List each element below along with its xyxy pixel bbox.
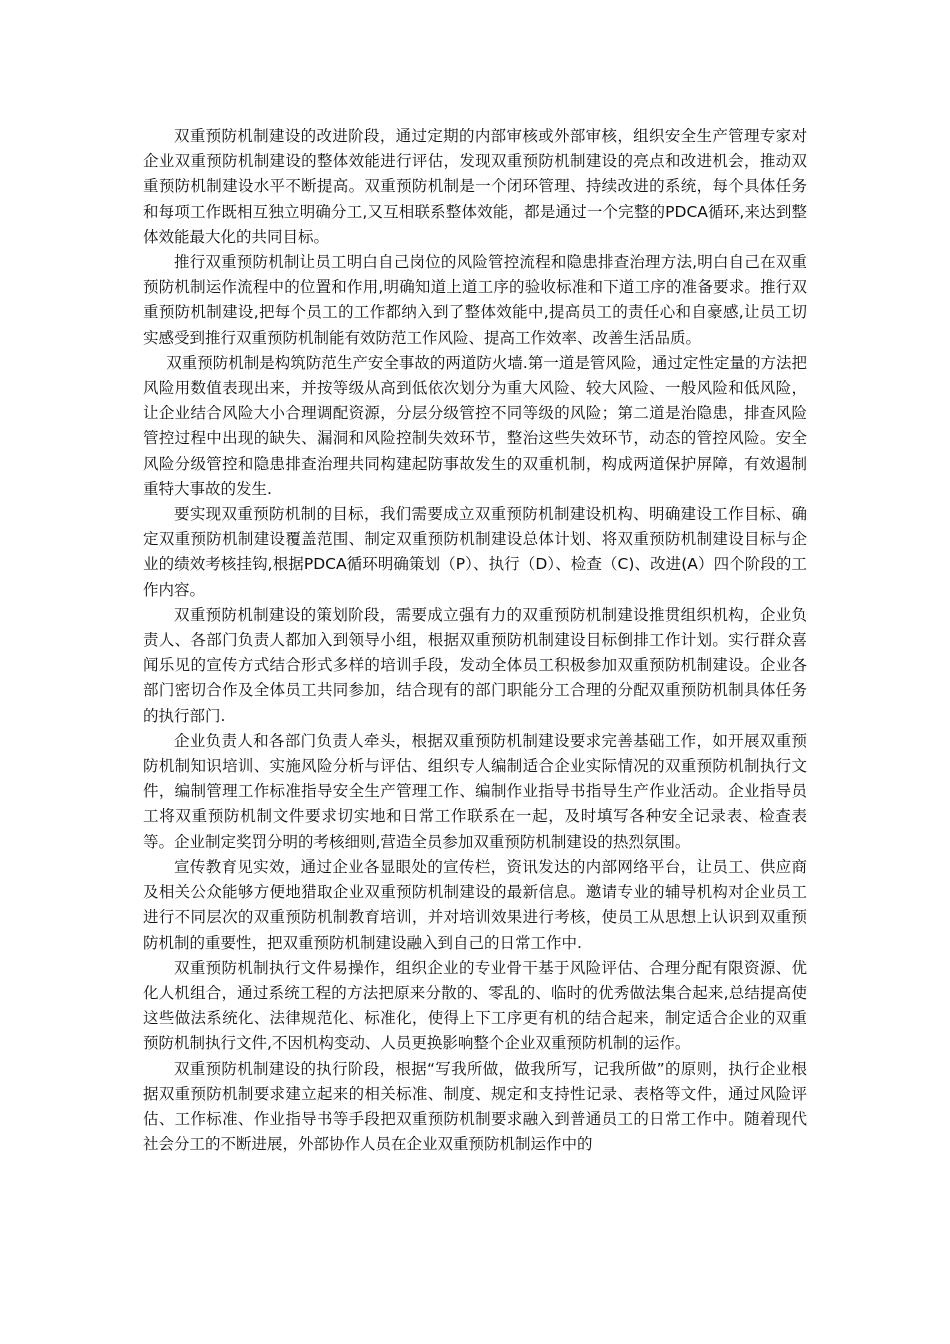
paragraph-9: 双重预防机制建设的执行阶段，根据“写我所做，做我所写，记我所做”的原则，执行企业根据双重预防机制要求建立起来的相关标准、制度、规定和支持性记录、表格等文件，通过风险评估、工作标准、作业指导书等手段把双重预防机制要求融入到普通员工的日常工作中。随着现代社会分工的不断进展，外部协作人员在企业双重预防机制运作中的 (143, 1059, 807, 1154)
document-body (143, 124, 807, 1157)
paragraph-5: 双重预防机制建设的策划阶段，需要成立强有力的双重预防机制建设推贯组织机构，企业负责人、各部门负责人都加入到领导小组，根据双重预防机制建设目标倒排工作计划。实行群众喜闻乐见的宣传方式结合形式多样的培训手段，发动全体员工积极参加双重预防机制建设。企业各部门密切合作及全体员工共同参加，结合现有的部门职能分工合理的分配双重预防机制具体任务的执行部门. (143, 605, 807, 725)
paragraph-1: 双重预防机制建设的改进阶段，通过定期的内部审核或外部审核，组织安全生产管理专家对企业双重预防机制建设的整体效能进行评估，发现双重预防机制建设的亮点和改进机会，推动双重预防机制建设水平不断提高。双重预防机制是一个闭环管理、持续改进的系统，每个具体任务和每项工作既相互独立明确分工,又互相联系整体效能，都是通过一个完整的PDCA循环,来达到整体效能最大化的共同目标。 (143, 127, 807, 246)
paragraph-6: 企业负责人和各部门负责人牵头，根据双重预防机制建设要求完善基础工作，如开展双重预防机制知识培训、实施风险分析与评估、组织专人编制适合企业实际情况的双重预防机制执行文件，编制管理工作标准指导安全生产管理工作、编制作业指导书指导生产作业活动。企业指导员工将双重预防机制文件要求切实地和日常工作联系在一起，及时填写各种安全记录表、检查表等。企业制定奖罚分明的考核细则,营造全员参加双重预防机制建设的热烈氛围。 (143, 731, 807, 851)
paragraph-7: 宣传教育见实效，通过企业各显眼处的宣传栏，资讯发达的内部网络平台，让员工、供应商及相关公众能够方便地猎取企业双重预防机制建设的最新信息。邀请专业的辅导机构对企业员工进行不同层次的双重预防机制教育培训，并对培训效果进行考核，使员工从思想上认识到双重预防机制的重要性，把双重预防机制建设融入到自己的日常工作中. (143, 857, 807, 952)
paragraph-2: 推行双重预防机制让员工明白自己岗位的风险管控流程和隐患排查治理方法,明白自己在双重预防机制运作流程中的位置和作用,明确知道上道工序的验收标准和下道工序的准备要求。推行双重预防机制建设,把每个员工的工作都纳入到了整体效能中,提高员工的责任心和自豪感,让员工切实感受到推行双重预防机制能有效防范工作风险、提高工作效率、改善生活品质。 (143, 253, 807, 347)
paragraph-3: 双重预防机制是构筑防范生产安全事故的两道防火墙.第一道是管风险，通过定性定量的方法把风险用数值表现出来，并按等级从高到低依次划分为重大风险、较大风险、一般风险和低风险，让企业结合风险大小合理调配资源，分层分级管控不同等级的风险；第二道是治隐患，排查风险管控过程中出现的缺失、漏洞和风险控制失效环节，整治这些失效环节，动态的管控风险。安全风险分级管控和隐患排查治理共同构建起防事故发生的双重机制，构成两道保护屏障，有效遏制重特大事故的发生. (143, 353, 807, 498)
paragraph-4: 要实现双重预防机制的目标，我们需要成立双重预防机制建设机构、明确建设工作目标、确定双重预防机制建设覆盖范围、制定双重预防机制建设总体计划、将双重预防机制建设目标与企业的绩效考核挂钩,根据PDCA循环明确策划（P）、执行（D）、检查（C)、改进(A）四个阶段的工作内容。 (143, 505, 807, 599)
paragraph-8: 双重预防机制执行文件易操作，组织企业的专业骨干基于风险评估、合理分配有限资源、优化人机组合，通过系统工程的方法把原来分散的、零乱的、临时的优秀做法集合起来,总结提高使这些做法系统化、法律规范化、标准化，使得上下工序更有机的结合起来，制定适合企业的双重预防机制执行文件,不因机构变动、人员更换影响整个企业双重预防机制的运作。 (143, 958, 807, 1053)
